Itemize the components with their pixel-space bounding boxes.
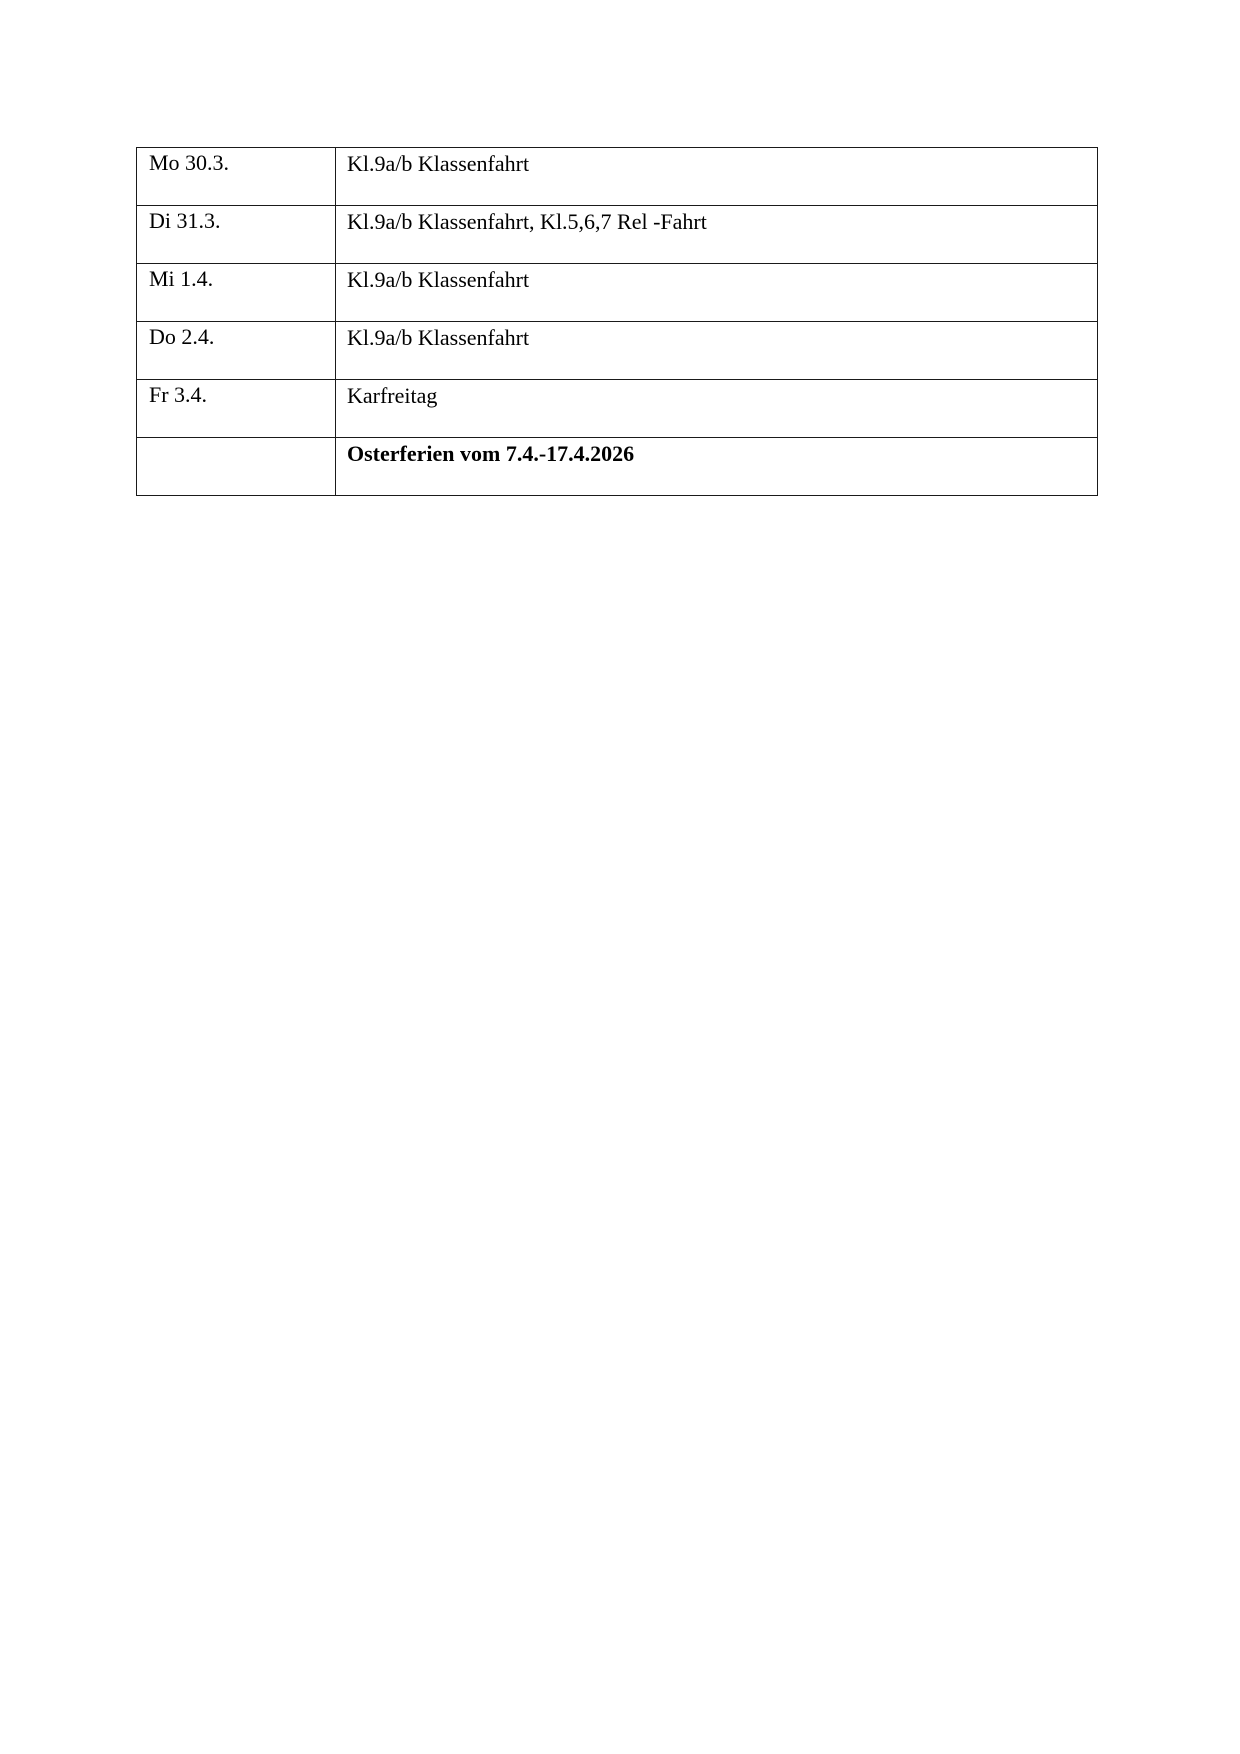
table-row [137, 322, 1098, 380]
event-cell [336, 322, 1098, 380]
date-text: Fr 3.4. [149, 382, 208, 407]
date-text: Do 2.4. [149, 324, 215, 349]
event-text: Kl.9a/b Klassenfahrt [347, 325, 530, 350]
event-cell [336, 264, 1098, 322]
event-cell-holiday [336, 438, 1098, 496]
table-row [137, 380, 1098, 438]
date-cell [137, 206, 336, 264]
schedule-table [136, 147, 1098, 496]
date-cell [137, 264, 336, 322]
event-text: Osterferien vom 7.4.-17.4.2026 [347, 441, 635, 466]
date-cell [137, 438, 336, 496]
event-cell [336, 380, 1098, 438]
event-text: Kl.9a/b Klassenfahrt [347, 151, 530, 176]
date-text: Mi 1.4. [149, 266, 214, 291]
date-text: Di 31.3. [149, 208, 221, 233]
table-row [137, 148, 1098, 206]
event-cell [336, 206, 1098, 264]
date-cell [137, 322, 336, 380]
date-cell [137, 148, 336, 206]
event-text: Kl.9a/b Klassenfahrt [347, 267, 530, 292]
table-row [137, 264, 1098, 322]
event-text: Karfreitag [347, 383, 438, 408]
table-row [137, 206, 1098, 264]
date-text: Mo 30.3. [149, 150, 230, 175]
table-row [137, 438, 1098, 496]
event-text: Kl.9a/b Klassenfahrt, Kl.5,6,7 Rel -Fahrt [347, 209, 707, 234]
date-cell [137, 380, 336, 438]
event-cell [336, 148, 1098, 206]
